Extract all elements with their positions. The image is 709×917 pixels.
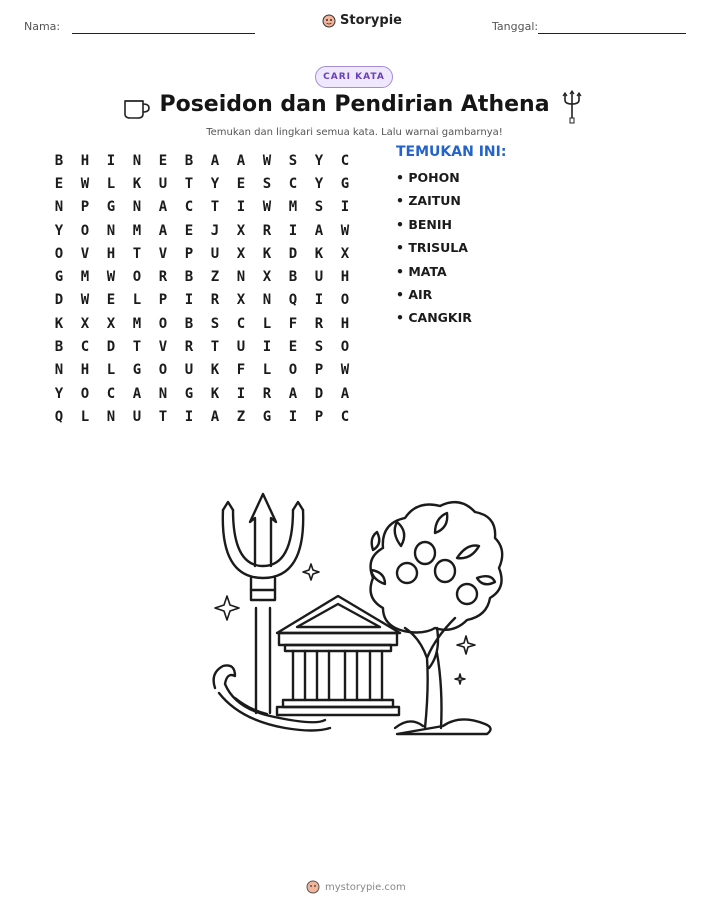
grid-letter[interactable]: E <box>158 152 168 169</box>
grid-letter[interactable]: B <box>184 315 194 332</box>
brand-logo <box>322 13 402 28</box>
word-item: • BENIH <box>396 216 452 232</box>
grid-letter[interactable]: A <box>210 152 220 169</box>
grid-letter[interactable]: P <box>80 199 90 216</box>
grid-letter[interactable]: W <box>106 269 116 286</box>
grid-letter[interactable]: V <box>158 245 168 262</box>
page-title: Poseidon dan Pendirian Athena <box>159 92 550 117</box>
grid-letter[interactable]: C <box>236 315 246 332</box>
grid-letter[interactable]: R <box>184 339 194 356</box>
grid-letter[interactable]: L <box>80 408 90 425</box>
grid-letter[interactable]: W <box>80 292 90 309</box>
grid-row <box>46 405 358 428</box>
word-item: • MATA <box>396 263 447 279</box>
grid-letter[interactable]: C <box>80 339 90 356</box>
grid-row <box>46 196 358 219</box>
grid-letter[interactable]: R <box>158 269 168 286</box>
grid-letter[interactable]: B <box>54 152 64 169</box>
footer <box>306 880 406 894</box>
grid-letter[interactable]: X <box>106 315 116 332</box>
grid-letter[interactable]: C <box>106 385 116 402</box>
grid-letter[interactable]: P <box>314 362 324 379</box>
grid-letter[interactable]: R <box>314 315 324 332</box>
grid-letter[interactable]: P <box>314 408 324 425</box>
grid-letter[interactable]: I <box>236 385 246 402</box>
grid-letter[interactable]: O <box>158 315 168 332</box>
grid-letter[interactable]: L <box>262 362 272 379</box>
grid-row <box>46 359 358 382</box>
grid-letter[interactable]: W <box>80 175 90 192</box>
grid-letter[interactable]: K <box>262 245 272 262</box>
grid-letter[interactable]: M <box>288 199 298 216</box>
grid-letter[interactable]: H <box>80 362 90 379</box>
grid-letter[interactable]: T <box>132 339 142 356</box>
grid-row <box>46 312 358 335</box>
grid-letter[interactable]: W <box>340 222 350 239</box>
grid-letter[interactable]: C <box>340 152 350 169</box>
grid-letter[interactable]: S <box>314 339 324 356</box>
grid-letter[interactable]: N <box>158 385 168 402</box>
grid-letter[interactable]: S <box>262 175 272 192</box>
grid-letter[interactable]: Z <box>236 408 246 425</box>
grid-letter[interactable]: O <box>340 339 350 356</box>
word-item: • ZAITUN <box>396 193 461 209</box>
grid-letter[interactable]: O <box>80 385 90 402</box>
grid-letter[interactable]: N <box>262 292 272 309</box>
grid-row <box>46 242 358 265</box>
grid-row <box>46 265 358 288</box>
grid-letter[interactable]: G <box>54 269 64 286</box>
grid-letter[interactable]: L <box>106 175 116 192</box>
instructions: Temukan dan lingkari semua kata. Lalu warnai gambarnya! <box>206 127 503 138</box>
word-list-heading: TEMUKAN INI: <box>396 144 507 160</box>
grid-letter[interactable]: L <box>262 315 272 332</box>
word-search-grid <box>46 149 358 429</box>
grid-letter[interactable]: X <box>236 222 246 239</box>
name-line <box>72 33 255 34</box>
grid-letter[interactable]: A <box>158 199 168 216</box>
date-line <box>538 33 686 34</box>
brand-name: Storypie <box>340 13 402 28</box>
word-list <box>396 170 472 334</box>
grid-letter[interactable]: E <box>54 175 64 192</box>
grid-letter[interactable]: K <box>210 362 220 379</box>
grid-letter[interactable]: M <box>132 222 142 239</box>
grid-letter[interactable]: E <box>106 292 116 309</box>
grid-letter[interactable]: E <box>288 339 298 356</box>
grid-letter[interactable]: A <box>132 385 142 402</box>
grid-letter[interactable]: Q <box>288 292 298 309</box>
word-item: • AIR <box>396 286 433 302</box>
grid-letter[interactable]: B <box>54 339 64 356</box>
grid-letter[interactable]: U <box>236 339 246 356</box>
category-badge: CARI KATA <box>315 66 393 88</box>
grid-letter[interactable]: K <box>54 315 64 332</box>
grid-letter[interactable]: A <box>340 385 350 402</box>
grid-letter[interactable]: T <box>184 175 194 192</box>
word-item: • CANGKIR <box>396 310 472 326</box>
grid-letter[interactable]: K <box>314 245 324 262</box>
grid-letter[interactable]: R <box>262 385 272 402</box>
coloring-illustration <box>205 488 505 748</box>
grid-letter[interactable]: R <box>262 222 272 239</box>
grid-letter[interactable]: K <box>210 385 220 402</box>
grid-letter[interactable]: E <box>236 175 246 192</box>
grid-letter[interactable]: I <box>340 199 350 216</box>
grid-letter[interactable]: A <box>236 152 246 169</box>
grid-letter[interactable]: X <box>236 292 246 309</box>
grid-row <box>46 335 358 358</box>
grid-letter[interactable]: A <box>210 408 220 425</box>
grid-letter[interactable]: K <box>132 175 142 192</box>
grid-letter[interactable]: S <box>210 315 220 332</box>
grid-letter[interactable]: Q <box>54 408 64 425</box>
temple-drawing <box>277 596 400 715</box>
grid-letter[interactable]: F <box>288 315 298 332</box>
grid-letter[interactable]: I <box>184 292 194 309</box>
grid-row <box>46 172 358 195</box>
grid-letter[interactable]: N <box>106 222 116 239</box>
grid-letter[interactable]: M <box>80 269 90 286</box>
grid-letter[interactable]: G <box>184 385 194 402</box>
grid-letter[interactable]: U <box>210 245 220 262</box>
grid-letter[interactable]: I <box>288 408 298 425</box>
grid-letter[interactable]: G <box>106 199 116 216</box>
grid-letter[interactable]: V <box>80 245 90 262</box>
word-item: • TRISULA <box>396 240 468 256</box>
grid-row <box>46 219 358 242</box>
grid-letter[interactable]: A <box>314 222 324 239</box>
grid-letter[interactable]: C <box>184 199 194 216</box>
grid-letter[interactable]: G <box>262 408 272 425</box>
wave-drawing <box>214 665 330 730</box>
grid-letter[interactable]: C <box>288 175 298 192</box>
grid-letter[interactable]: B <box>288 269 298 286</box>
grid-letter[interactable]: X <box>262 269 272 286</box>
grid-letter[interactable]: W <box>262 199 272 216</box>
grid-letter[interactable]: Z <box>210 269 220 286</box>
grid-letter[interactable]: J <box>210 222 220 239</box>
grid-letter[interactable]: W <box>262 152 272 169</box>
footer-url: mystorypie.com <box>325 881 406 893</box>
grid-letter[interactable]: X <box>340 245 350 262</box>
grid-letter[interactable]: Y <box>54 222 64 239</box>
grid-letter[interactable]: Y <box>210 175 220 192</box>
grid-letter[interactable]: H <box>340 269 350 286</box>
grid-letter[interactable]: O <box>80 222 90 239</box>
grid-letter[interactable]: U <box>314 269 324 286</box>
grid-letter[interactable]: R <box>210 292 220 309</box>
grid-letter[interactable]: T <box>210 199 220 216</box>
grid-letter[interactable]: V <box>158 339 168 356</box>
grid-letter[interactable]: O <box>132 269 142 286</box>
grid-letter[interactable]: X <box>80 315 90 332</box>
grid-letter[interactable]: I <box>262 339 272 356</box>
grid-letter[interactable]: G <box>132 362 142 379</box>
grid-letter[interactable]: O <box>288 362 298 379</box>
grid-row <box>46 149 358 172</box>
grid-letter[interactable]: N <box>54 199 64 216</box>
grid-letter[interactable]: U <box>158 175 168 192</box>
grid-letter[interactable]: I <box>184 408 194 425</box>
grid-letter[interactable]: N <box>132 199 142 216</box>
grid-letter[interactable]: I <box>314 292 324 309</box>
grid-letter[interactable]: P <box>158 292 168 309</box>
grid-letter[interactable]: T <box>158 408 168 425</box>
grid-letter[interactable]: T <box>132 245 142 262</box>
grid-letter[interactable]: H <box>340 315 350 332</box>
grid-letter[interactable]: D <box>288 245 298 262</box>
grid-letter[interactable]: S <box>314 199 324 216</box>
grid-letter[interactable]: G <box>340 175 350 192</box>
grid-letter[interactable]: B <box>184 269 194 286</box>
grid-letter[interactable]: N <box>54 362 64 379</box>
grid-letter[interactable]: B <box>184 152 194 169</box>
grid-letter[interactable]: E <box>184 222 194 239</box>
grid-letter[interactable]: U <box>132 408 142 425</box>
date-label: Tanggal: <box>492 20 539 33</box>
grid-letter[interactable]: D <box>54 292 64 309</box>
grid-letter[interactable]: I <box>288 222 298 239</box>
grid-letter[interactable]: Y <box>54 385 64 402</box>
grid-letter[interactable]: A <box>288 385 298 402</box>
grid-letter[interactable]: H <box>106 245 116 262</box>
grid-letter[interactable]: I <box>106 152 116 169</box>
storypie-logo-icon <box>306 880 320 894</box>
grid-letter[interactable]: N <box>236 269 246 286</box>
grid-letter[interactable]: O <box>340 292 350 309</box>
grid-letter[interactable]: P <box>184 245 194 262</box>
grid-letter[interactable]: I <box>236 199 246 216</box>
grid-letter[interactable]: W <box>340 362 350 379</box>
grid-letter[interactable]: X <box>236 245 246 262</box>
grid-letter[interactable]: O <box>54 245 64 262</box>
grid-letter[interactable]: C <box>340 408 350 425</box>
grid-letter[interactable]: M <box>132 315 142 332</box>
grid-letter[interactable]: D <box>106 339 116 356</box>
grid-letter[interactable]: D <box>314 385 324 402</box>
name-label: Nama: <box>24 20 61 33</box>
grid-letter[interactable]: N <box>132 152 142 169</box>
word-item: • POHON <box>396 170 460 185</box>
grid-letter[interactable]: H <box>80 152 90 169</box>
trident-icon <box>562 90 582 124</box>
grid-row <box>46 382 358 405</box>
grid-letter[interactable]: O <box>158 362 168 379</box>
grid-letter[interactable]: L <box>132 292 142 309</box>
storypie-logo-icon <box>322 14 336 28</box>
grid-letter[interactable]: Y <box>314 152 324 169</box>
grid-letter[interactable]: S <box>288 152 298 169</box>
grid-letter[interactable]: U <box>184 362 194 379</box>
grid-letter[interactable]: F <box>236 362 246 379</box>
trident-drawing <box>223 494 303 713</box>
grid-row <box>46 289 358 312</box>
grid-letter[interactable]: N <box>106 408 116 425</box>
grid-letter[interactable]: T <box>210 339 220 356</box>
grid-letter[interactable]: A <box>158 222 168 239</box>
grid-letter[interactable]: Y <box>314 175 324 192</box>
grid-letter[interactable]: L <box>106 362 116 379</box>
